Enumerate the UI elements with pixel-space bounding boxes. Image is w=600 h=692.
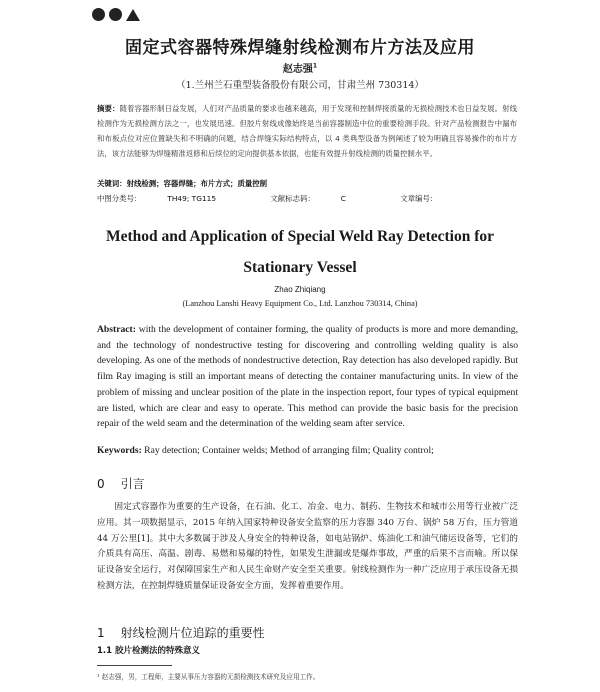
- document-code: 文献标志码： C: [270, 194, 346, 203]
- english-abstract: Abstract: with the development of container forming, the quality of products is more and more demanding, and the technology of nondestructive testing for discovering and controlling welding quality is also developing. As one of the methods of nondestructive detection, Ray detection has also developed rapidly. But film Ray imaging is still an important means of detecting the container manufacturing units. In view of the problem of missing and unclear position of the plate in the inspection report, four types of typical equipment are listed, which are clear and easy to operate. This method can provide the basic basis for the precision repair of the weld seam and the determination of the welding seam after service.: [97, 324, 519, 430]
- english-abstract-label: Abstract:: [97, 324, 136, 335]
- section-1-heading: 1 射线检测片位追踪的重要性: [97, 626, 265, 640]
- chinese-keywords: 关键词：射线检测；容器焊缝；布片方式；质量控制: [97, 179, 268, 188]
- chinese-affiliation: （1.兰州兰石重型装备股份有限公司，甘肃兰州 730314）: [176, 80, 424, 91]
- circle-emblem-icon: [109, 8, 122, 21]
- english-title-line-1: Method and Application of Special Weld Ray Detection for: [105, 228, 495, 245]
- section-0-heading: 0 引言: [97, 477, 145, 491]
- chinese-author: 赵志强$^1$: [282, 62, 318, 75]
- circle-emblem-icon: [92, 8, 105, 21]
- article-number: 文章编号：: [400, 194, 438, 203]
- footnote-divider: [97, 665, 172, 666]
- chinese-abstract: 摘要：随着容器形制日益发展，人们对产品质量的要求也越来越高，用于发现和控制焊接质量的无损检测技术也日益发展。射线检测作为无损检测方法之一，也发展迅速。但胶片射线成像始终是当前容器制造中位的重要检测手段。针对产品检测报告中漏布和布板点位对应位置缺失和不明确的问题，结合焊缝实际结构特点，以 4 类典型设备为例阐述了较为明确且容易操作的布片方法，该方法能够为焊缝精准返修和后续位的定向提供基本依据，也能有效提升射线检测的质量控制水平。: [97, 104, 517, 158]
- clc-number: 中图分类号： TH49; TG115: [97, 194, 217, 203]
- journal-logo: [92, 8, 140, 21]
- footnote: ¹ 赵志强，男，工程师，主要从事压力容器的无损检测技术研究及应用工作。: [97, 673, 320, 681]
- english-affiliation: (Lanzhou Lanshi Heavy Equipment Co., Ltd. Lanzhou 730314, China): [182, 299, 418, 308]
- english-author: Zhao Zhiqiang: [274, 285, 326, 294]
- english-title-line-2: Stationary Vessel: [243, 259, 357, 276]
- chinese-classification: [97, 193, 517, 204]
- chinese-abstract-label: 摘要：: [97, 104, 120, 113]
- english-keywords: Keywords: Ray detection; Container welds; Method of arranging film; Quality control;: [97, 445, 434, 456]
- section-0-paragraph: 固定式容器作为重要的生产设备，在石油、化工、冶金、电力、制药、生物技术和城市公用等行业被广泛应用。其一项数据显示，2015 年纳入国家特种设备安全监察的压力容器 340 万台、锅炉 58 万台，压力管道 44 万公里[1]。其中大多数属于涉及人身安全的特种设备，如电站锅炉、炼油化工和油气储运设备等，它们的介质具有高压、高温、剧毒、易燃和易爆的特性，如果发生泄漏或是爆炸事故，严重的后果不言而喻。所以保证设备安全运行，对保障国家生产和人民生命财产安全至关重要。射线检测作为一种广泛应用于承压设备无损检测方法，在控制焊缝质量保证设备安全方面，发挥着重要作用。: [97, 502, 518, 591]
- triangle-emblem-icon: [126, 9, 140, 21]
- chinese-title: 固定式容器特殊焊缝射线检测布片方法及应用: [125, 38, 475, 58]
- section-1-1-heading: 1.1 胶片检测法的特殊意义: [97, 646, 201, 656]
